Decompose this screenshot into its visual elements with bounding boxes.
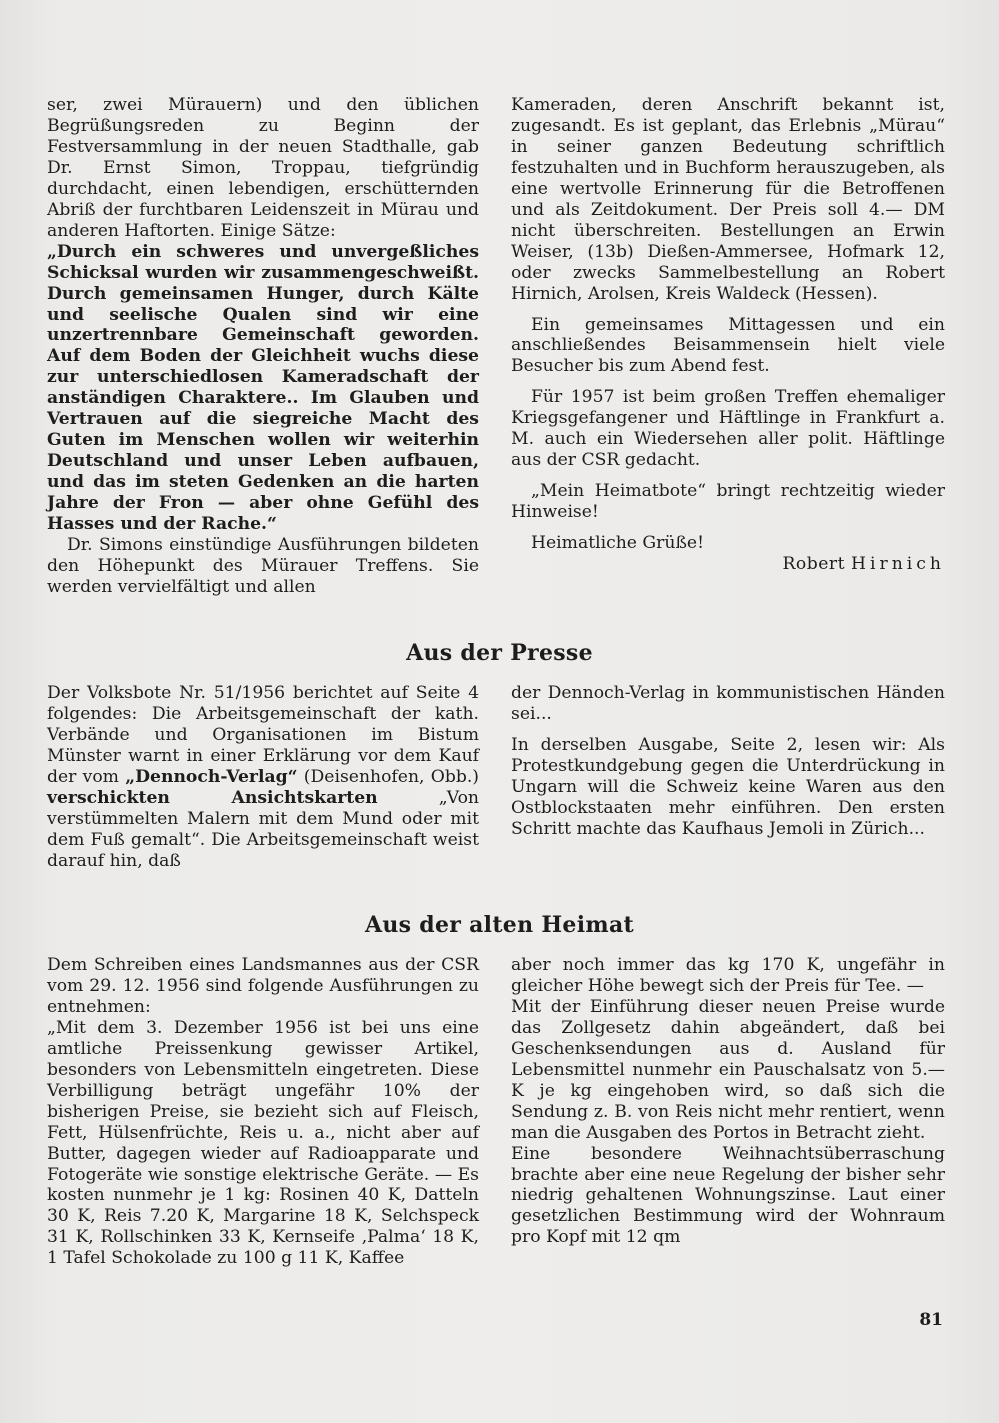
section1-left-column: [47, 95, 479, 598]
page-number: 81: [919, 1310, 943, 1330]
section1-right-column: [511, 95, 945, 575]
section2-right-p1: der Dennoch-Verlag in kommunistischen Händen sei...: [511, 683, 945, 724]
heading-aus-der-presse: Aus der Presse: [406, 640, 593, 666]
section1-right-p4: „Mein Heimatbote“ bringt rechtzeitig wieder Hinweise!: [511, 481, 945, 523]
signature: [511, 554, 945, 575]
section2-right-column: [511, 683, 945, 840]
section2-dennoch-verlag: „Dennoch-Verlag“: [125, 766, 298, 787]
section1-right-p3: Für 1957 ist beim großen Treffen ehemaliger Kriegsgefangener und Häftlinge in Frankfurt a. M. auch ein Wiedersehen aller polit. Häftlinge aus der CSR gedacht.: [511, 387, 945, 471]
section3-right-column: [511, 955, 945, 1248]
section2-ansichtskarten: verschickten Ansichtskarten: [47, 787, 378, 808]
section3-right-p3: Eine besondere Weihnachtsüberraschung brachte aber eine neue Regelung der bisher sehr niedrig gehaltenen Wohnungszinse. Laut einer gesetzlichen Bestimmung wird der Wohnraum pro Kopf mit 12 qm: [511, 1143, 945, 1248]
section2-right-p2: In derselben Ausgabe, Seite 2, lesen wir: Als Protestkundgebung gegen die Unterdrückung in Ungarn will die Schweiz keine Waren aus den Ostblockstaaten mehr einführen. Den ersten Schritt machte das Kaufhaus Jemoli in Zürich...: [511, 734, 945, 839]
section1-right-p1: Kameraden, deren Anschrift bekannt ist, zugesandt. Es ist geplant, das Erlebnis „Mürau“ in seiner ganzen Bedeutung schriftlich festzuhalten und in Buchform herauszugeben, als eine wertvolle Erinnerung für die Betroffenen und als Zeitdokument. Der Preis soll 4.— DM nicht überschreiten. Bestellungen an Erwin Weiser, (13b) Dießen-Ammersee, Hofmark 12, oder zwecks Sammelbestellung an Robert Hirnich, Arolsen, Kreis Waldeck (Hessen).: [511, 95, 945, 304]
section2-text-3: „Von verstümmelten Malern mit dem Mund oder mit dem Fuß gemalt“. Die Arbeitsgemeinschaft weist darauf hin, daß: [47, 787, 479, 871]
signature-last-name: Hirnich: [851, 554, 945, 575]
section1-left-after: Dr. Simons einstündige Ausführungen bildeten den Höhepunkt des Mürauer Treffens. Sie werden vervielfältigt und allen: [47, 535, 479, 597]
section2-text-1: Der Volksbote Nr. 51/1956 berichtet auf Seite 4 folgendes: Die Arbeitsgemeinschaft der kath. Verbände und Organisationen im Bistum Münster warnt in einer Erklärung vor dem Kauf der vom: [47, 683, 479, 787]
section2-left-paragraph: [47, 683, 479, 872]
section1-left-intro: ser, zwei Mürauern) und den üblichen Begrüßungsreden zu Beginn der Festversammlung in der neuen Stadthalle, gab Dr. Ernst Simon, Troppau, tiefgründig durchdacht, einen lebendigen, erschütternden Abriß der furchtbaren Leidenszeit in Mürau und anderen Haftorten. Einige Sätze:: [47, 95, 479, 241]
section2-text-2: (Deisenhofen, Obb.): [297, 766, 479, 787]
signature-first-name: Robert: [782, 554, 846, 575]
section3-left-column: [47, 955, 479, 1269]
section1-right-p2: Ein gemeinsames Mittagessen und ein anschließendes Beisammensein hielt viele Besucher bis zum Abend fest.: [511, 314, 945, 377]
section3-right-p2: Mit der Einführung dieser neuen Preise wurde das Zollgesetz dahin abgeändert, daß bei Geschenksendungen aus d. Ausland für Lebensmittel nunmehr ein Pauschalsatz von 5.— K je kg eingehoben wird, so daß sich die Sendung z. B. von Reis nicht mehr rentiert, wenn man die Ausgaben des Portos in Betracht zieht.: [511, 996, 945, 1143]
section2-left-column: [47, 683, 479, 872]
section3-left-p1: Dem Schreiben eines Landsmannes aus der CSR vom 29. 12. 1956 sind folgende Ausführungen zu entnehmen:: [47, 955, 479, 1017]
section3-right-p1: aber noch immer das kg 170 K, ungefähr in gleicher Höhe bewegt sich der Preis für Tee. —: [511, 955, 945, 996]
section3-left-p2: „Mit dem 3. Dezember 1956 ist bei uns eine amtliche Preissenkung gewisser Artikel, besonders von Lebensmitteln eingetreten. Diese Verbilligung beträgt ungefähr 10% der bisherigen Preise, sie bezieht sich auf Fleisch, Fett, Hülsenfrüchte, Reis u. a., nicht aber auf Butter, dagegen wieder auf Radioapparate und Fotogeräte wie sonstige elektrische Geräte. — Es kosten nunmehr je 1 kg: Rosinen 40 K, Datteln 30 K, Reis 7.20 K, Margarine 18 K, Selchspeck 31 K, Rollschinken 33 K, Kernseife ‚Palma‘ 18 K, 1 Tafel Schokolade zu 100 g 11 K, Kaffee: [47, 1017, 479, 1269]
section1-left-quote: „Durch ein schweres und unvergeßliches Schicksal wurden wir zusammengeschweißt. Durch gemeinsamen Hunger, durch Kälte und seelische Qualen sind wir eine unzertrennbare Gemeinschaft geworden. Auf dem Boden der Gleichheit wuchs diese zur unterschiedlosen Kameradschaft der anständigen Charaktere.. Im Glauben und Vertrauen auf die siegreiche Macht des Guten im Menschen wollen wir weiterhin Deutschland und unser Leben aufbauen, und das im steten Gedenken an die harten Jahre der Fron — aber ohne Gefühl des Hasses und der Rache.“: [47, 241, 479, 535]
heading-aus-der-alten-heimat: Aus der alten Heimat: [364, 912, 634, 938]
section1-right-p5: Heimatliche Grüße!: [531, 533, 705, 554]
